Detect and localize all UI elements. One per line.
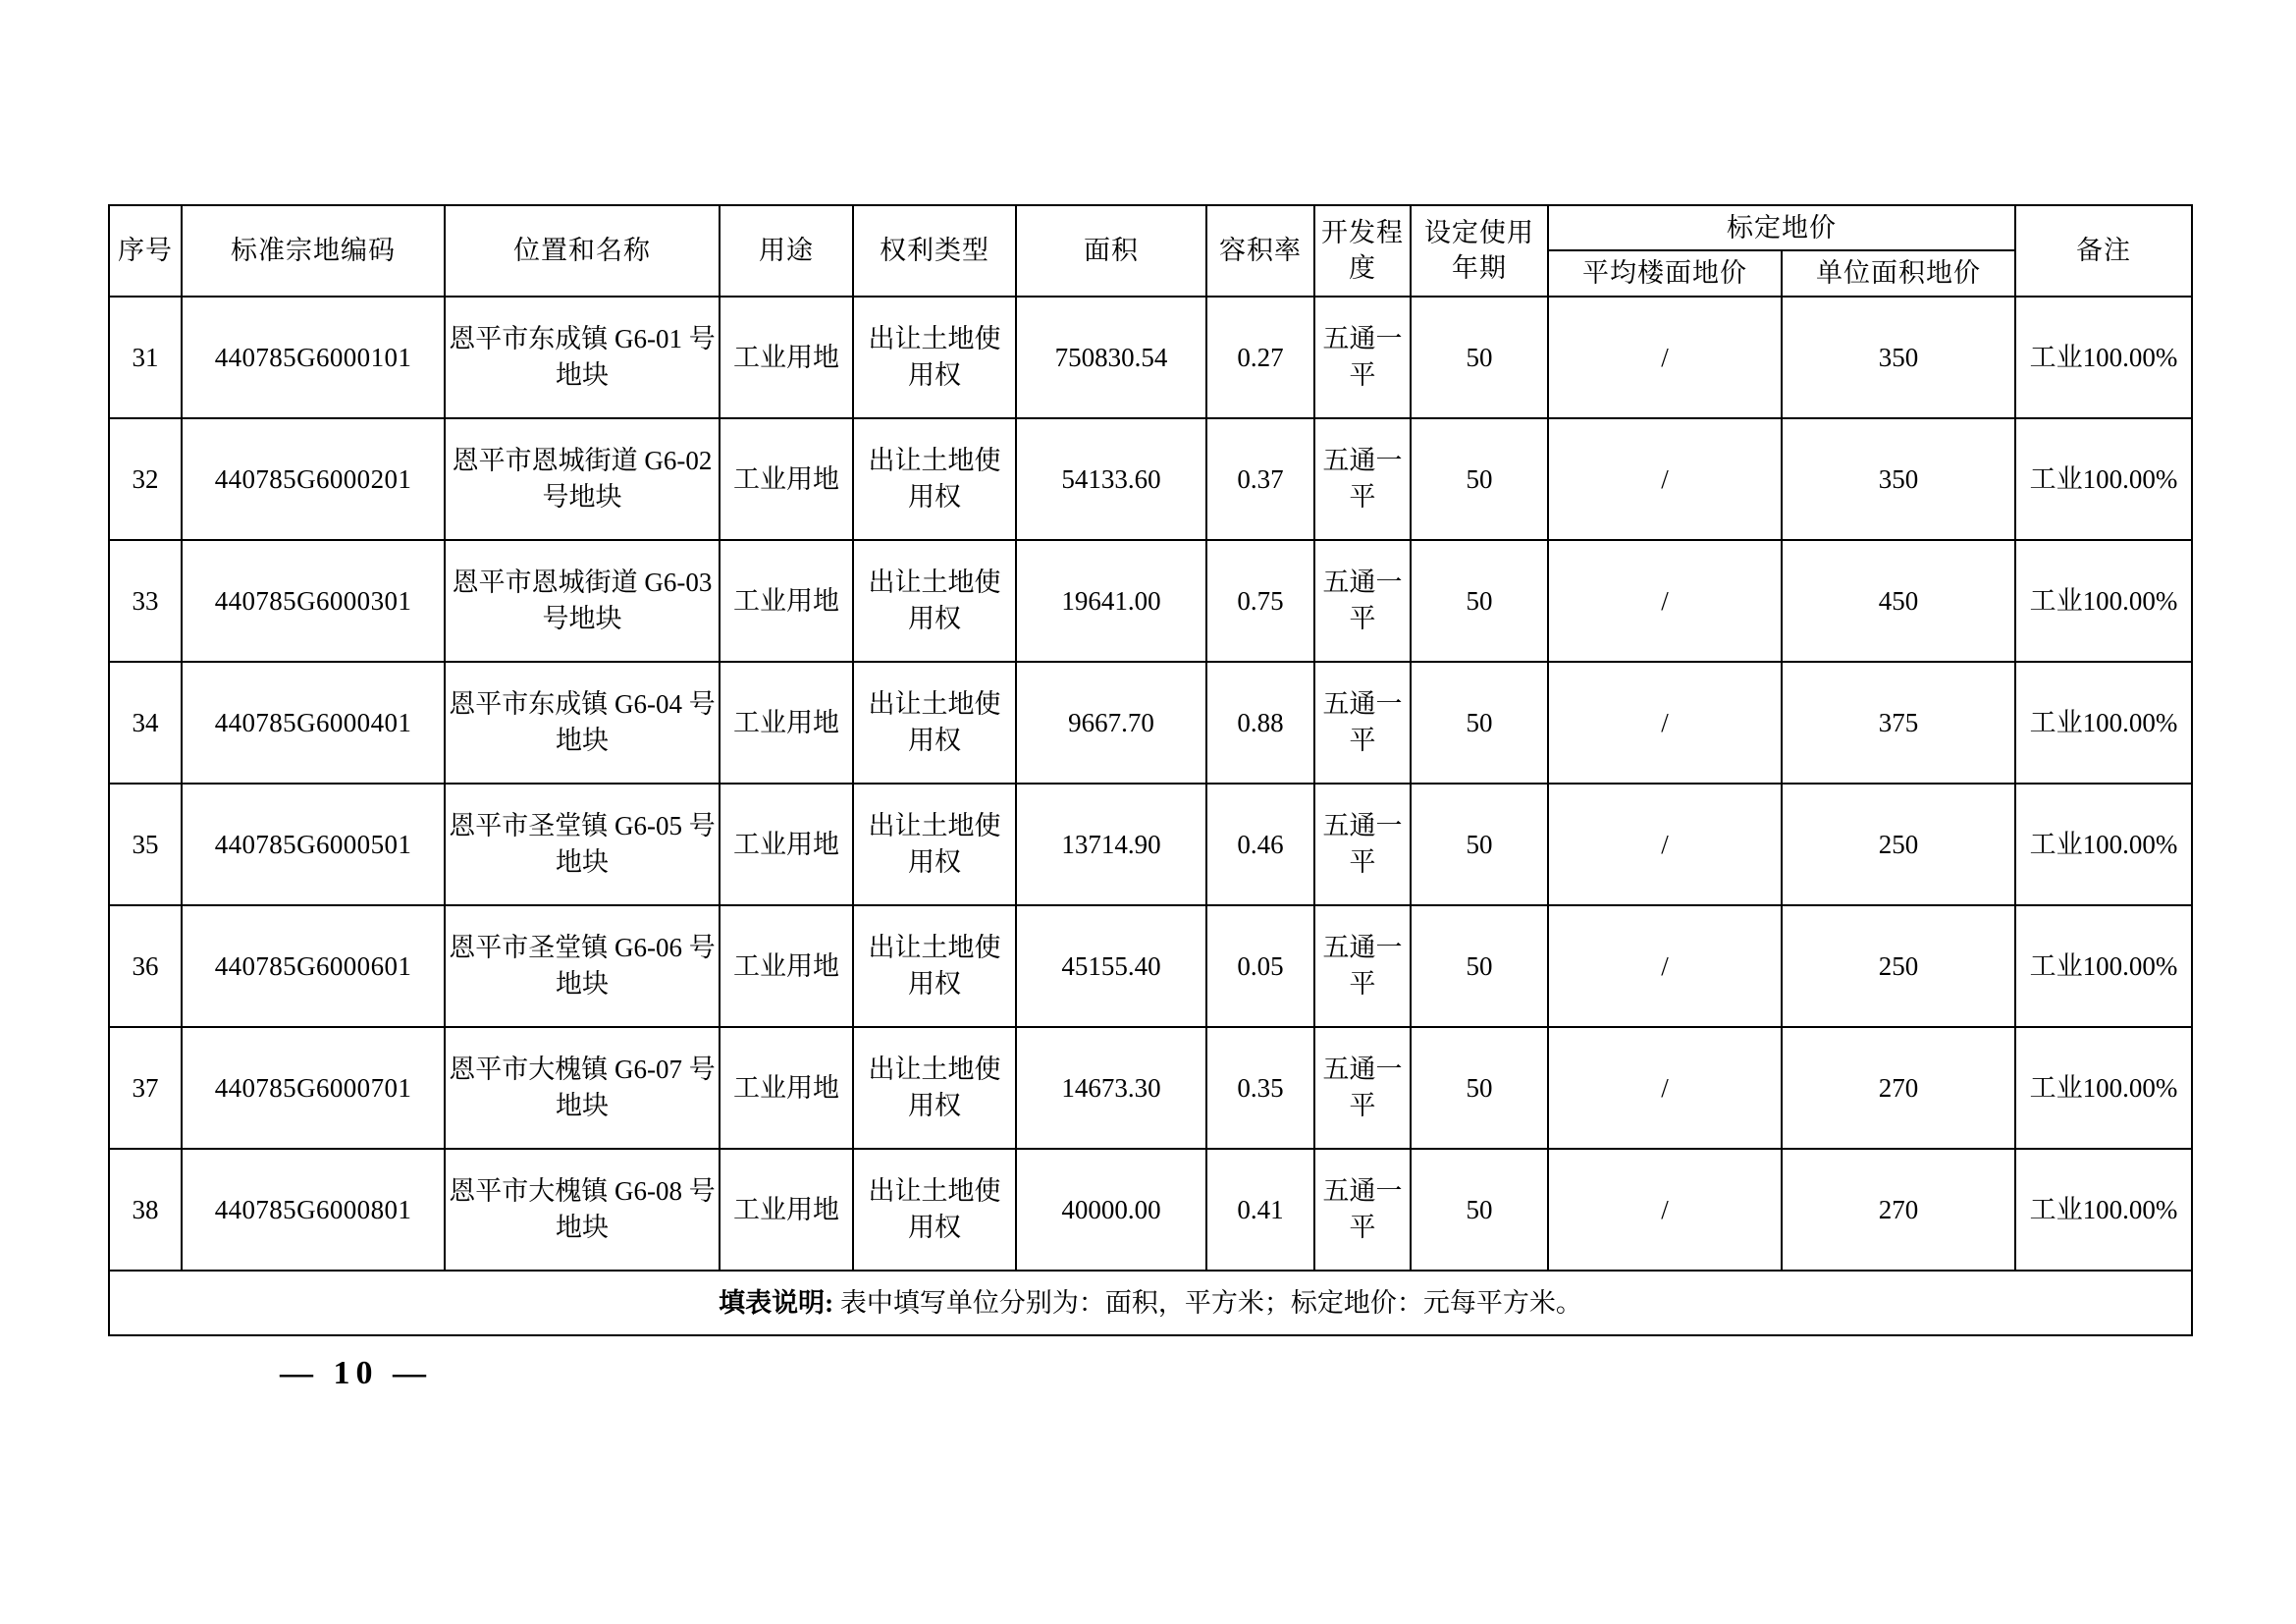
cell-right-type: 出让土地使用权 [853,540,1016,662]
note-text: 表中填写单位分别为：面积，平方米；标定地价：元每平方米。 [839,1287,1582,1318]
cell-unit-area-price: 250 [1782,784,2015,905]
cell-right-type: 出让土地使用权 [853,1149,1016,1271]
cell-seq: 31 [109,297,182,418]
cell-avg-floor-price: / [1548,297,1782,418]
cell-area: 45155.40 [1016,905,1206,1027]
cell-development: 五通一平 [1314,784,1411,905]
cell-use: 工业用地 [720,540,853,662]
cell-far: 0.46 [1206,784,1314,905]
header-far: 容积率 [1206,205,1314,297]
header-remark: 备注 [2015,205,2192,297]
header-benchmark-price: 标定地价 [1548,205,2015,250]
cell-use: 工业用地 [720,418,853,540]
cell-years: 50 [1411,540,1548,662]
cell-avg-floor-price: / [1548,784,1782,905]
cell-location: 恩平市恩城街道 G6-02 号地块 [445,418,720,540]
cell-unit-area-price: 375 [1782,662,2015,784]
cell-remark: 工业100.00% [2015,905,2192,1027]
cell-development: 五通一平 [1314,662,1411,784]
cell-right-type: 出让土地使用权 [853,418,1016,540]
land-parcel-table-container [108,204,2191,1336]
cell-unit-area-price: 270 [1782,1149,2015,1271]
table-row [109,662,2192,784]
cell-seq: 35 [109,784,182,905]
cell-seq: 33 [109,540,182,662]
cell-years: 50 [1411,418,1548,540]
cell-years: 50 [1411,905,1548,1027]
cell-avg-floor-price: / [1548,905,1782,1027]
cell-years: 50 [1411,662,1548,784]
cell-area: 750830.54 [1016,297,1206,418]
header-area: 面积 [1016,205,1206,297]
cell-use: 工业用地 [720,905,853,1027]
cell-seq: 32 [109,418,182,540]
table-row [109,1027,2192,1149]
cell-seq: 36 [109,905,182,1027]
cell-avg-floor-price: / [1548,418,1782,540]
cell-code: 440785G6000401 [182,662,445,784]
cell-far: 0.05 [1206,905,1314,1027]
table-row [109,905,2192,1027]
cell-avg-floor-price: / [1548,662,1782,784]
cell-years: 50 [1411,297,1548,418]
cell-right-type: 出让土地使用权 [853,662,1016,784]
cell-years: 50 [1411,1027,1548,1149]
cell-code: 440785G6000801 [182,1149,445,1271]
cell-location: 恩平市圣堂镇 G6-06 号地块 [445,905,720,1027]
cell-far: 0.27 [1206,297,1314,418]
cell-development: 五通一平 [1314,540,1411,662]
cell-use: 工业用地 [720,297,853,418]
cell-area: 19641.00 [1016,540,1206,662]
cell-right-type: 出让土地使用权 [853,784,1016,905]
cell-far: 0.75 [1206,540,1314,662]
cell-area: 40000.00 [1016,1149,1206,1271]
cell-remark: 工业100.00% [2015,297,2192,418]
cell-right-type: 出让土地使用权 [853,297,1016,418]
header-seq: 序号 [109,205,182,297]
page-number: — 10 — [280,1355,432,1391]
header-unit-area-price: 单位面积地价 [1782,250,2015,296]
cell-seq: 38 [109,1149,182,1271]
table-row [109,297,2192,418]
cell-far: 0.88 [1206,662,1314,784]
table-note-cell [109,1271,2192,1335]
cell-far: 0.41 [1206,1149,1314,1271]
header-avg-floor-price: 平均楼面地价 [1548,250,1782,296]
cell-code: 440785G6000701 [182,1027,445,1149]
cell-avg-floor-price: / [1548,540,1782,662]
land-parcel-table [108,204,2193,1336]
header-location: 位置和名称 [445,205,720,297]
table-row [109,784,2192,905]
cell-area: 14673.30 [1016,1027,1206,1149]
cell-location: 恩平市大槐镇 G6-08 号地块 [445,1149,720,1271]
cell-years: 50 [1411,1149,1548,1271]
cell-seq: 37 [109,1027,182,1149]
note-label: 填表说明: [719,1287,834,1318]
cell-development: 五通一平 [1314,905,1411,1027]
cell-unit-area-price: 250 [1782,905,2015,1027]
cell-code: 440785G6000101 [182,297,445,418]
cell-remark: 工业100.00% [2015,418,2192,540]
cell-code: 440785G6000201 [182,418,445,540]
header-years: 设定使用年期 [1411,205,1548,297]
cell-far: 0.37 [1206,418,1314,540]
cell-years: 50 [1411,784,1548,905]
cell-area: 54133.60 [1016,418,1206,540]
cell-unit-area-price: 350 [1782,297,2015,418]
table-header-row-1 [109,205,2192,250]
header-right-type: 权利类型 [853,205,1016,297]
cell-location: 恩平市恩城街道 G6-03 号地块 [445,540,720,662]
table-row [109,418,2192,540]
cell-location: 恩平市东成镇 G6-01 号地块 [445,297,720,418]
cell-right-type: 出让土地使用权 [853,1027,1016,1149]
header-development: 开发程度 [1314,205,1411,297]
cell-use: 工业用地 [720,1027,853,1149]
header-code: 标准宗地编码 [182,205,445,297]
cell-use: 工业用地 [720,1149,853,1271]
cell-remark: 工业100.00% [2015,540,2192,662]
table-row [109,540,2192,662]
cell-right-type: 出让土地使用权 [853,905,1016,1027]
cell-code: 440785G6000301 [182,540,445,662]
table-note-row [109,1271,2192,1335]
cell-use: 工业用地 [720,784,853,905]
cell-avg-floor-price: / [1548,1027,1782,1149]
cell-unit-area-price: 450 [1782,540,2015,662]
cell-development: 五通一平 [1314,1027,1411,1149]
header-use: 用途 [720,205,853,297]
cell-development: 五通一平 [1314,418,1411,540]
cell-location: 恩平市东成镇 G6-04 号地块 [445,662,720,784]
cell-remark: 工业100.00% [2015,1149,2192,1271]
cell-far: 0.35 [1206,1027,1314,1149]
cell-remark: 工业100.00% [2015,1027,2192,1149]
cell-location: 恩平市大槐镇 G6-07 号地块 [445,1027,720,1149]
cell-remark: 工业100.00% [2015,784,2192,905]
cell-use: 工业用地 [720,662,853,784]
cell-area: 13714.90 [1016,784,1206,905]
cell-development: 五通一平 [1314,1149,1411,1271]
cell-seq: 34 [109,662,182,784]
cell-area: 9667.70 [1016,662,1206,784]
cell-unit-area-price: 350 [1782,418,2015,540]
cell-code: 440785G6000601 [182,905,445,1027]
cell-development: 五通一平 [1314,297,1411,418]
table-row [109,1149,2192,1271]
cell-code: 440785G6000501 [182,784,445,905]
cell-location: 恩平市圣堂镇 G6-05 号地块 [445,784,720,905]
cell-avg-floor-price: / [1548,1149,1782,1271]
cell-remark: 工业100.00% [2015,662,2192,784]
cell-unit-area-price: 270 [1782,1027,2015,1149]
